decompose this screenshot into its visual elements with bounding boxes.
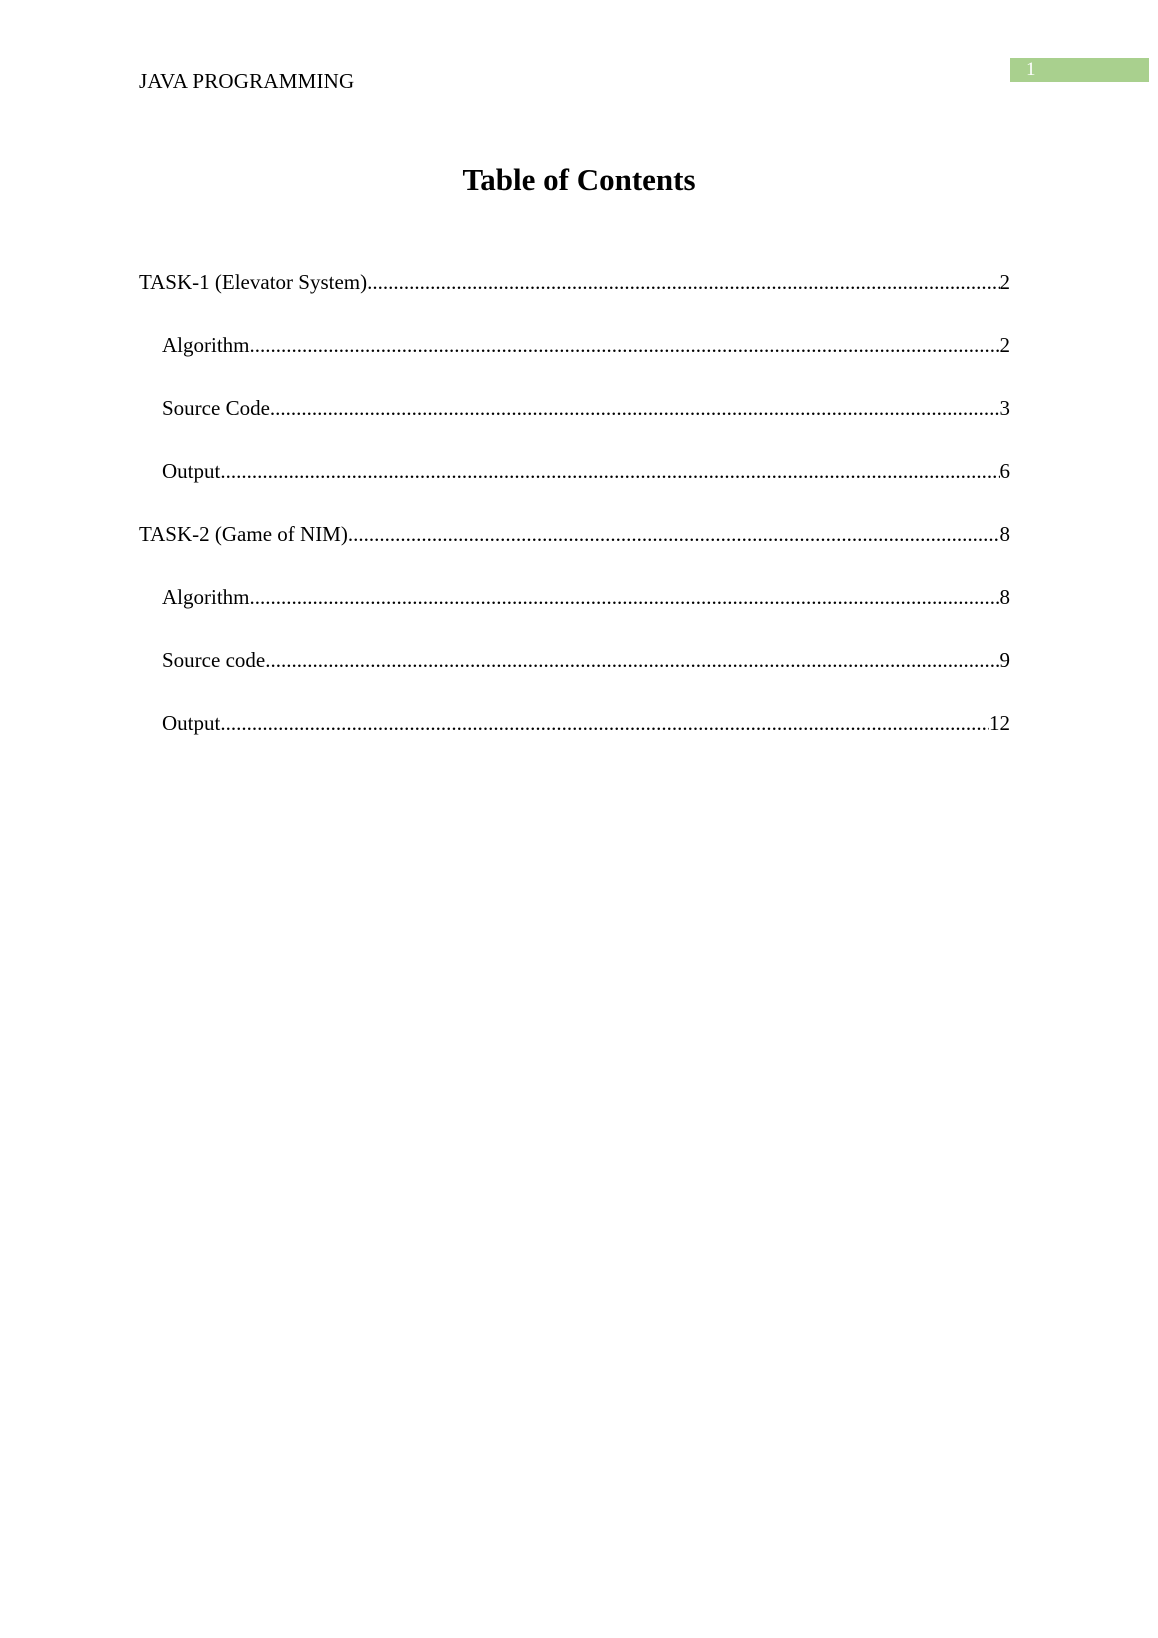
toc-entry-task2[interactable]: [139, 519, 1010, 582]
toc-dot-leader: [265, 645, 999, 675]
toc-entry-page: 2: [999, 333, 1010, 357]
toc-entry-label: Output: [162, 711, 221, 735]
toc-entry-label: Output: [162, 459, 221, 483]
toc-dot-leader: [250, 582, 1000, 612]
toc-entry-task2-output[interactable]: [139, 708, 1010, 771]
toc-entry-label: TASK-2 (Game of NIM): [139, 522, 348, 546]
toc-dot-leader: [367, 267, 999, 297]
page-number-badge: [1010, 58, 1149, 82]
toc-entry-page: 8: [999, 585, 1010, 609]
toc-entry-task1-output[interactable]: [139, 456, 1010, 519]
toc-dot-leader: [270, 393, 1000, 423]
running-header: JAVA PROGRAMMING: [139, 69, 355, 93]
toc-entry-label: Source code: [162, 648, 266, 672]
toc-entry-task1-source-code[interactable]: [139, 393, 1010, 456]
toc-entry-task1-algorithm[interactable]: [139, 330, 1010, 393]
toc-dot-leader: [250, 330, 1000, 360]
toc-entry-task2-algorithm[interactable]: [139, 582, 1010, 645]
toc-entry-label: Source Code: [162, 396, 270, 420]
toc-entry-page: 8: [999, 522, 1010, 546]
toc-entry-label: Algorithm: [162, 585, 250, 609]
toc-entry-page: 12: [989, 711, 1010, 735]
toc-title: Table of Contents: [462, 162, 696, 197]
toc-entry-label: TASK-1 (Elevator System): [139, 270, 368, 294]
toc-entry-page: 2: [999, 270, 1010, 294]
toc-dot-leader: [220, 456, 999, 486]
toc-dot-leader: [348, 519, 1000, 549]
toc-entry-page: 6: [999, 459, 1010, 483]
toc-list: [139, 267, 1010, 771]
toc-entry-label: Algorithm: [162, 333, 250, 357]
page-number: 1: [1026, 59, 1036, 80]
toc-dot-leader: [220, 708, 989, 738]
toc-entry-task1[interactable]: [139, 267, 1010, 330]
toc-entry-task2-source-code[interactable]: [139, 645, 1010, 708]
toc-entry-page: 9: [999, 648, 1010, 672]
toc-entry-page: 3: [999, 396, 1010, 420]
